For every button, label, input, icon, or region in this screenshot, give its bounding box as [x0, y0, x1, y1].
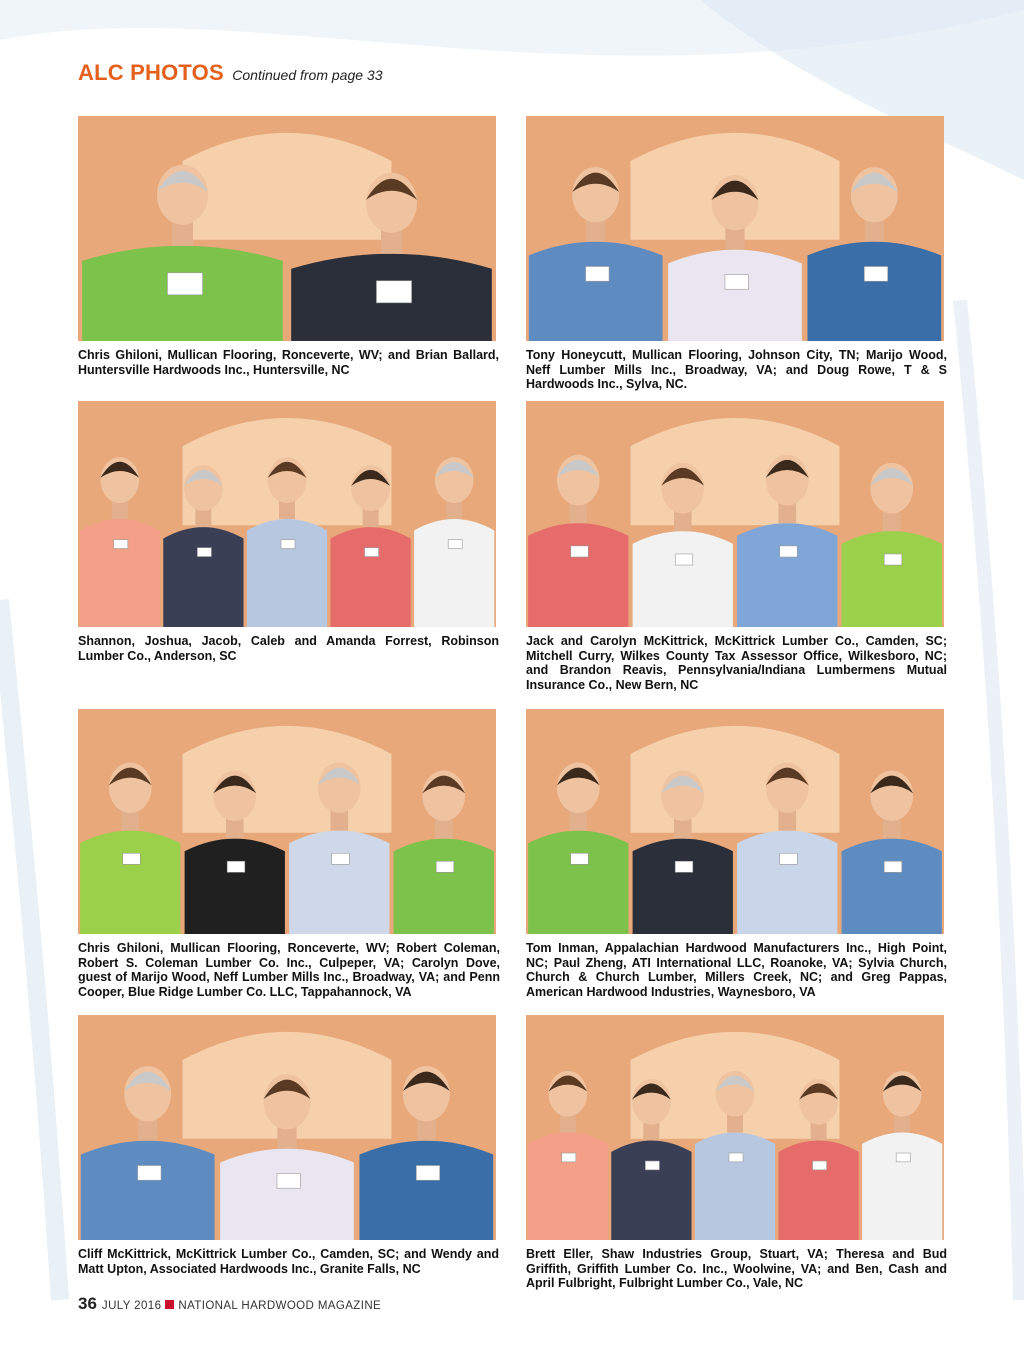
photo-caption: Tony Honeycutt, Mullican Flooring, Johnson City, TN; Marijo Wood, Neff Lumber Mills Inc., Broadway, VA; and Doug Rowe, T & S Hardwoods Inc., Sylva, NC.	[526, 348, 947, 392]
continued-note: Continued from page 33	[232, 67, 383, 83]
photo-caption: Shannon, Joshua, Jacob, Caleb and Amanda Forrest, Robinson Lumber Co., Anderson, SC	[78, 634, 499, 663]
photo-1	[78, 116, 496, 341]
doorway-arch	[183, 133, 392, 240]
photo-3	[78, 401, 496, 627]
magazine-name: NATIONAL HARDWOOD MAGAZINE	[178, 1300, 382, 1312]
page-footer	[78, 1294, 381, 1314]
photo-caption: Chris Ghiloni, Mullican Flooring, Ronceverte, WV; Robert Coleman, Robert S. Coleman Lumber Co. Inc., Culpeper, VA; Carolyn Dove, guest of Marijo Wood, Neff Lumber Mills Inc., Broadway, VA; and Penn Cooper, Blue Ridge Lumber Co. LLC, Tappahannock, VA	[78, 941, 500, 999]
photo-caption: Tom Inman, Appalachian Hardwood Manufacturers Inc., High Point, NC; Paul Zheng, ATI International LLC, Roanoke, VA; Sylvia Church, Church & Church Lumber, Millers Creek, NC; and Greg Pappas, American Hardwood Industries, Waynesboro, VA	[526, 941, 947, 999]
doorway-arch	[631, 418, 840, 525]
photo-8	[526, 1015, 944, 1240]
photo-2	[526, 116, 944, 341]
red-square-separator	[165, 1300, 174, 1309]
photo-caption: Brett Eller, Shaw Industries Group, Stuart, VA; Theresa and Bud Griffith, Griffith Lumber Co. Inc., Woolwine, VA; and Ben, Cash and April Fulbright, Fulbright Lumber Co., Vale, NC	[526, 1247, 947, 1291]
photo-caption: Cliff McKittrick, McKittrick Lumber Co., Camden, SC; and Wendy and Matt Upton, Associated Hardwoods Inc., Granite Falls, NC	[78, 1247, 499, 1276]
photo-5	[78, 709, 496, 934]
photo-7	[78, 1015, 496, 1240]
doorway-arch	[631, 726, 840, 833]
photo-4	[526, 401, 944, 627]
issue-date: JULY 2016	[101, 1300, 162, 1312]
page-header	[78, 60, 383, 86]
photo-caption: Jack and Carolyn McKittrick, McKittrick Lumber Co., Camden, SC; Mitchell Curry, Wilkes County Tax Assessor Office, Wilkesboro, NC; and Brandon Reavis, Pennsylvania/Indiana Lumbermens Mutual Insurance Co., New Bern, NC	[526, 634, 947, 692]
doorway-arch	[183, 726, 392, 833]
photo-caption: Chris Ghiloni, Mullican Flooring, Ronceverte, WV; and Brian Ballard, Huntersville Hardwoods Inc., Huntersville, NC	[78, 348, 499, 377]
photo-6	[526, 709, 944, 934]
page-number: 36	[78, 1294, 97, 1313]
section-title: ALC PHOTOS	[78, 60, 224, 85]
